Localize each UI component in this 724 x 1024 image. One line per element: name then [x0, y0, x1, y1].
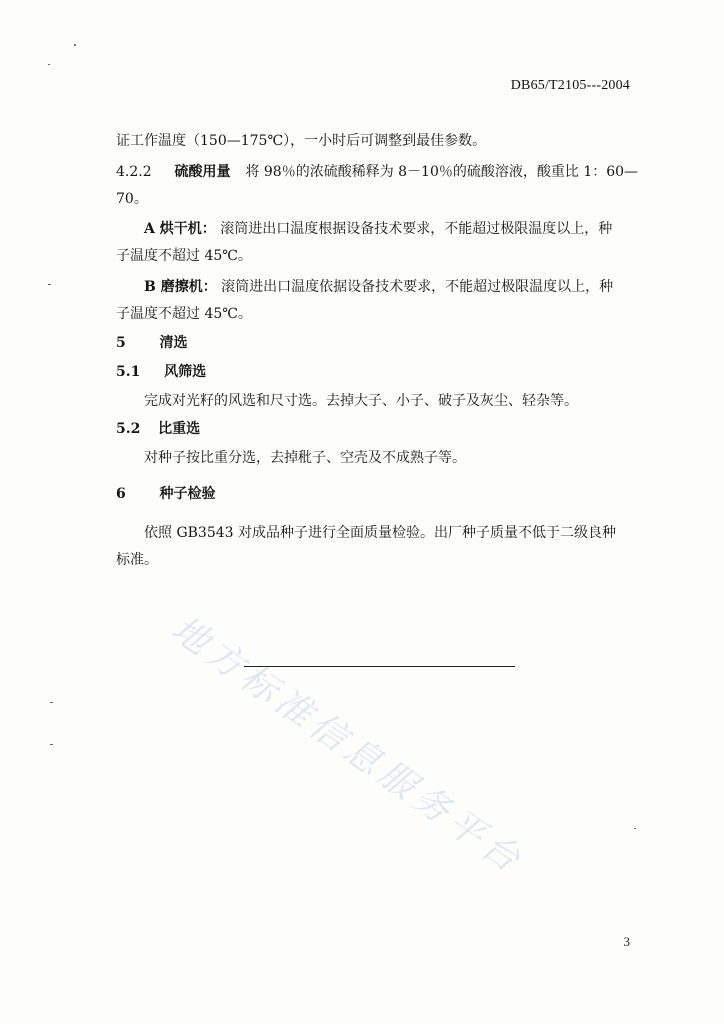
paragraph-line: 对种子按比重分选，去掉秕子、空壳及不成熟子等。 [144, 450, 466, 466]
heading-number: 5 [116, 335, 126, 351]
scan-speck [50, 702, 53, 703]
heading-5-2 [116, 419, 200, 439]
paragraph-line: 70。 [116, 191, 148, 207]
item-a-text: 滚筒进出口温度根据设备技术要求，不能超过极限温度以上，种 [220, 221, 613, 237]
end-divider [244, 666, 515, 667]
item-b-text: 滚筒进出口温度依据设备技术要求，不能超过极限温度以上，种 [221, 279, 614, 295]
section-4-2-2 [116, 162, 638, 182]
section-text: 将 98％的浓硫酸稀释为 8－10％的硫酸溶液，酸重比 1：60— [245, 164, 639, 180]
heading-title: 种子检验 [159, 486, 216, 502]
item-a-label: A 烘干机： [144, 221, 216, 237]
paragraph-line: 完成对光籽的风选和尺寸选。去掉大子、小子、破子及灰尘、轻杂等。 [144, 393, 578, 409]
item-b [144, 277, 613, 297]
item-b-label: B 磨擦机： [144, 279, 217, 295]
heading-title: 比重选 [158, 421, 201, 437]
heading-6 [116, 484, 216, 504]
scan-speck [634, 828, 636, 829]
heading-number: 6 [116, 486, 126, 502]
watermark: 地方标准信息服务平台 [163, 608, 532, 884]
heading-title: 清选 [159, 335, 188, 351]
page-number: 3 [623, 934, 630, 949]
scan-speck [74, 44, 76, 46]
item-a [144, 219, 612, 239]
standard-code: DB65/T2105---2004 [510, 78, 630, 93]
paragraph-line: 依照 GB3543 对成品种子进行全面质量检验。出厂种子质量不低于二级良种 [144, 525, 616, 541]
section-label: 硫酸用量 [174, 164, 231, 180]
paragraph-line: 子温度不超过 45℃。 [116, 248, 252, 264]
paragraph-line: 证工作温度（150—175℃），一小时后可调整到最佳参数。 [116, 133, 487, 149]
scan-speck [48, 284, 51, 285]
scan-speck [50, 744, 53, 745]
heading-5-1 [116, 362, 206, 382]
section-number: 4.2.2 [116, 164, 152, 180]
heading-title: 风筛选 [164, 364, 207, 380]
heading-5 [116, 333, 188, 353]
paragraph-line: 子温度不超过 45℃。 [116, 306, 252, 322]
heading-number: 5.2 [116, 421, 141, 437]
heading-number: 5.1 [116, 364, 141, 380]
scan-speck [48, 64, 50, 65]
paragraph-line: 标准。 [116, 552, 158, 568]
